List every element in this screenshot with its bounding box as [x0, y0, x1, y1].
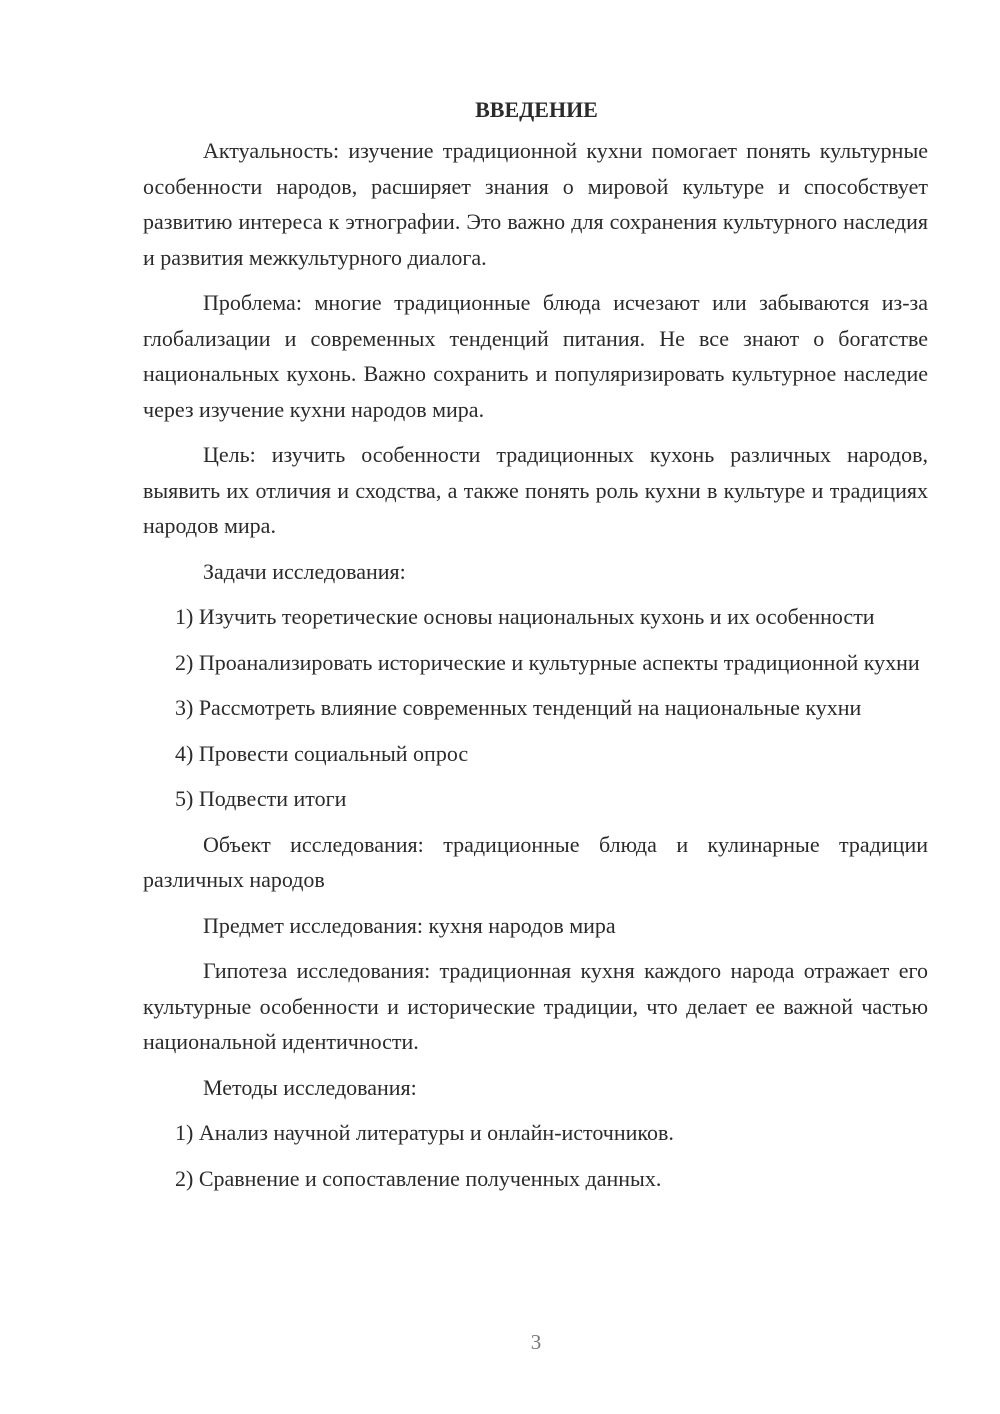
task-item: 2) Проанализировать исторические и культурные аспекты традиционной кухни: [175, 649, 920, 675]
methods-label: Методы исследования:: [203, 1074, 417, 1100]
subject-paragraph: Предмет исследования: кухня народов мира: [203, 912, 616, 938]
page-content: [143, 92, 928, 1206]
goal-paragraph: Цель: изучить особенности традиционных кухонь различных народов, выявить их отличия и сходства, а также понять роль кухни в культуре и традициях народов мира.: [143, 442, 928, 538]
task-item: 1) Изучить теоретические основы национальных кухонь и их особенности: [175, 604, 875, 629]
problem-paragraph: Проблема: многие традиционные блюда исчезают или забываются из-за глобализации и современных тенденций питания. Не все знают о богатстве национальных кухонь. Важно сохранить и популяризировать культурное наследие через изучение кухни народов мира.: [143, 290, 928, 422]
tasks-label: Задачи исследования:: [203, 558, 406, 584]
task-item: 3) Рассмотреть влияние современных тенденций на национальные кухни: [175, 695, 862, 720]
task-item: 5) Подвести итоги: [175, 786, 347, 811]
task-item: 4) Провести социальный опрос: [175, 740, 469, 766]
method-item: 1) Анализ научной литературы и онлайн-источников.: [175, 1120, 674, 1145]
object-paragraph: Объект исследования: традиционные блюда и кулинарные традиции различных народов: [143, 831, 928, 892]
method-item: 2) Сравнение и сопоставление полученных данных.: [175, 1165, 662, 1191]
page-number: 3: [530, 1330, 542, 1354]
section-heading: ВВЕДЕНИЕ: [475, 97, 598, 122]
relevance-paragraph: Актуальность: изучение традиционной кухни помогает понять культурные особенности народов, расширяет знания о мировой культуре и способствует развитию интереса к этнографии. Это важно для сохранения культурного наследия и развития межкультурного диалога.: [143, 138, 928, 270]
hypothesis-paragraph: Гипотеза исследования: традиционная кухня каждого народа отражает его культурные особенности и исторические традиции, что делает ее важной частью национальной идентичности.: [143, 958, 928, 1054]
